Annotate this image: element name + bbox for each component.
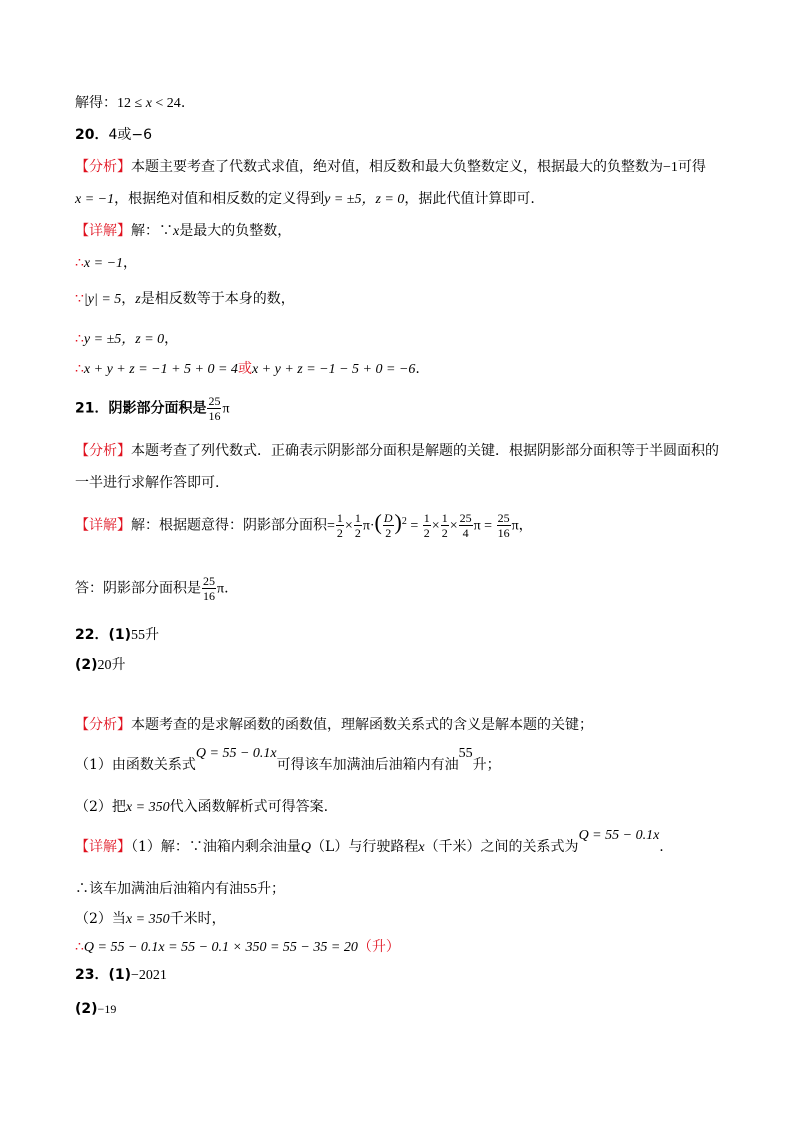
math: π =: [473, 518, 496, 534]
fraction: [459, 511, 473, 540]
numerator: 1: [441, 511, 448, 526]
math-var: x: [145, 96, 152, 111]
text: （2）把: [75, 799, 126, 815]
text: 或: [237, 361, 252, 377]
denominator: 2: [354, 526, 361, 541]
text: （2）当: [75, 911, 126, 927]
unit: 升: [145, 627, 160, 643]
denominator: 16: [497, 526, 510, 541]
text: ，据此代值计算即可.: [404, 191, 535, 207]
text: 代入函数解析式可得答案.: [169, 799, 329, 815]
text: 本题考查了列代数式．正确表示阴影部分面积是解题的关键．根据阴影部分面积等于半圆面积的: [131, 443, 719, 459]
denominator: 16: [203, 589, 215, 603]
question-text: 21．阴影部分面积是: [75, 400, 207, 417]
math: −1: [663, 160, 678, 175]
answer-value: −2021: [131, 968, 167, 983]
q22-detail: [75, 828, 664, 857]
text: ，: [164, 331, 179, 347]
q22-detail-2: [75, 910, 226, 929]
text: 解得：: [75, 95, 117, 111]
question-number: 23．(1): [75, 967, 132, 983]
therefore-symbol: ∴: [75, 331, 84, 347]
q22-heading: [75, 626, 159, 645]
therefore-symbol: ∴: [75, 361, 84, 377]
text: （L）与行驶路程: [311, 839, 419, 855]
denominator: 2: [385, 526, 392, 541]
text: 一半进行求解作答即可.: [75, 475, 220, 491]
fraction: [354, 511, 362, 540]
denominator: 16: [208, 409, 221, 423]
numerator: 1: [423, 511, 430, 526]
math: 12 ≤: [117, 96, 146, 111]
math: 55: [243, 882, 257, 897]
denominator: 2: [423, 526, 430, 541]
answer-value: 55: [131, 628, 146, 643]
text: .: [415, 361, 420, 377]
q20-step2: [75, 290, 295, 309]
text: ∴该车加满油后油箱内有油: [75, 881, 243, 897]
numerator: 1: [354, 511, 361, 526]
math: ×: [344, 518, 353, 534]
q21-analysis-line2: [75, 474, 219, 492]
math-var: z: [135, 292, 141, 307]
detail-tag: 【详解】: [75, 223, 131, 239]
q20-step4: [75, 360, 420, 379]
unit: 升: [111, 657, 126, 673]
text: ，: [518, 517, 533, 534]
text: .: [180, 95, 186, 111]
analysis-tag: 【分析】: [75, 443, 131, 459]
fraction: [202, 574, 216, 603]
because-symbol: ∵: [75, 291, 84, 307]
analysis-tag: 【分析】: [75, 717, 131, 733]
math: ×: [449, 518, 458, 534]
math: π·: [362, 518, 375, 534]
text: ，根据绝对值和相反数的定义得到: [114, 191, 325, 207]
text: ，: [123, 255, 138, 271]
q21-answer: [75, 574, 229, 603]
fraction: [497, 511, 511, 540]
numerator: 1: [336, 511, 343, 526]
text: 千米时，: [169, 911, 226, 927]
q21-analysis: [75, 442, 719, 460]
text: 升；: [257, 881, 285, 897]
math: =: [406, 518, 422, 534]
text: 答：阴影部分面积是: [75, 580, 201, 597]
numerator: 25: [208, 394, 221, 408]
part-number: (2): [75, 1001, 98, 1017]
math: x + y + z = −1 + 5 + 0 = 4: [83, 362, 238, 377]
text: .: [224, 580, 229, 597]
math: y = ±5，z = 0: [324, 192, 405, 207]
paren: (: [374, 509, 382, 535]
text: 解：根据题意得：阴影部分面积: [131, 517, 327, 534]
text: 可得该车加满油后油箱内有油: [276, 757, 459, 773]
text: 是最大的负整数，: [179, 223, 292, 239]
therefore-symbol: ∴: [75, 939, 84, 955]
denominator: 2: [336, 526, 343, 541]
math-var: Q: [300, 840, 312, 855]
text: .: [659, 839, 664, 855]
pi-symbol: π: [222, 401, 230, 417]
fraction: [207, 394, 221, 423]
analysis-tag: 【分析】: [75, 159, 131, 175]
fraction: [383, 511, 394, 540]
therefore-symbol: ∴: [75, 255, 84, 271]
text: 本题主要考查了代数式求值，绝对值，相反数和最大负整数定义，根据最大的负整数为: [131, 159, 663, 175]
math: Q = 55 − 0.1x: [195, 746, 277, 761]
math-var: x: [418, 840, 425, 855]
q22-detail-1: [75, 880, 285, 899]
answer-value: −19: [97, 1002, 117, 1016]
denominator: 4: [462, 526, 469, 541]
q20-step1: [75, 254, 137, 273]
q22-part2: [75, 656, 126, 675]
math: x = 350: [125, 912, 170, 927]
q23-part2: [75, 1000, 116, 1018]
text: 可得: [677, 159, 706, 175]
fraction: [423, 511, 431, 540]
q20-step3: [75, 330, 178, 349]
q22-analysis-2: [75, 798, 328, 817]
math: x + y + z = −1 − 5 + 0 = −6: [251, 362, 416, 377]
text: 是相反数等于本身的数，: [140, 291, 295, 307]
fraction: [441, 511, 449, 540]
math: 55: [458, 746, 473, 761]
pi-symbol: π: [511, 518, 519, 534]
math: < 24: [151, 96, 181, 111]
q21-detail: [75, 510, 533, 540]
math: x = −1: [75, 192, 115, 207]
q20-analysis-line2: [75, 190, 535, 209]
detail-tag: 【详解】: [75, 839, 131, 855]
math: |y| = 5: [83, 292, 122, 307]
text: （1）解：∵油箱内剩余油量: [131, 839, 301, 855]
text: （千米）之间的关系式为: [424, 839, 579, 855]
q23-heading: [75, 966, 167, 985]
q22-analysis: [75, 716, 593, 734]
question-number: 20．: [75, 127, 109, 143]
numerator: D: [383, 511, 393, 526]
math-var: x: [173, 224, 180, 239]
text: （1）由函数关系式: [75, 757, 196, 773]
q22-analysis-1: [75, 746, 501, 775]
exponent: 2: [401, 516, 407, 527]
math: Q = 55 − 0.1x: [578, 828, 660, 843]
math: ×: [431, 518, 440, 534]
fraction: [336, 511, 344, 540]
denominator: 2: [441, 526, 448, 541]
paren: ): [394, 509, 402, 535]
q20-analysis: [75, 158, 706, 177]
math: x = 350: [125, 800, 170, 815]
answer-value: 20: [97, 658, 112, 673]
solve-result-line: [75, 94, 185, 113]
numerator: 25: [497, 511, 510, 526]
numerator: 25: [203, 574, 215, 588]
math: Q = 55 − 0.1x = 55 − 0.1 × 350 = 55 − 35 = 20: [83, 940, 358, 955]
pi-symbol: π: [217, 581, 225, 597]
question-number: 22．(1): [75, 627, 132, 643]
math: y = ±5，z = 0: [83, 332, 165, 347]
text: 解：∵: [131, 223, 173, 239]
unit: （升）: [357, 939, 400, 955]
math: x = −1: [83, 256, 124, 271]
numerator: 25: [459, 511, 472, 526]
answer: 4或−6: [108, 127, 153, 143]
detail-tag: 【详解】: [75, 517, 131, 534]
q21-heading: [75, 394, 230, 423]
text: 升；: [472, 757, 501, 773]
math: =: [327, 518, 335, 534]
q20-detail: [75, 222, 291, 241]
text: 本题考查的是求解函数的函数值，理解函数关系式的含义是解本题的关键；: [131, 717, 593, 733]
text: ，: [121, 291, 136, 307]
q22-detail-3: [75, 938, 400, 957]
part-number: (2): [75, 657, 98, 673]
q20-heading: [75, 126, 152, 144]
